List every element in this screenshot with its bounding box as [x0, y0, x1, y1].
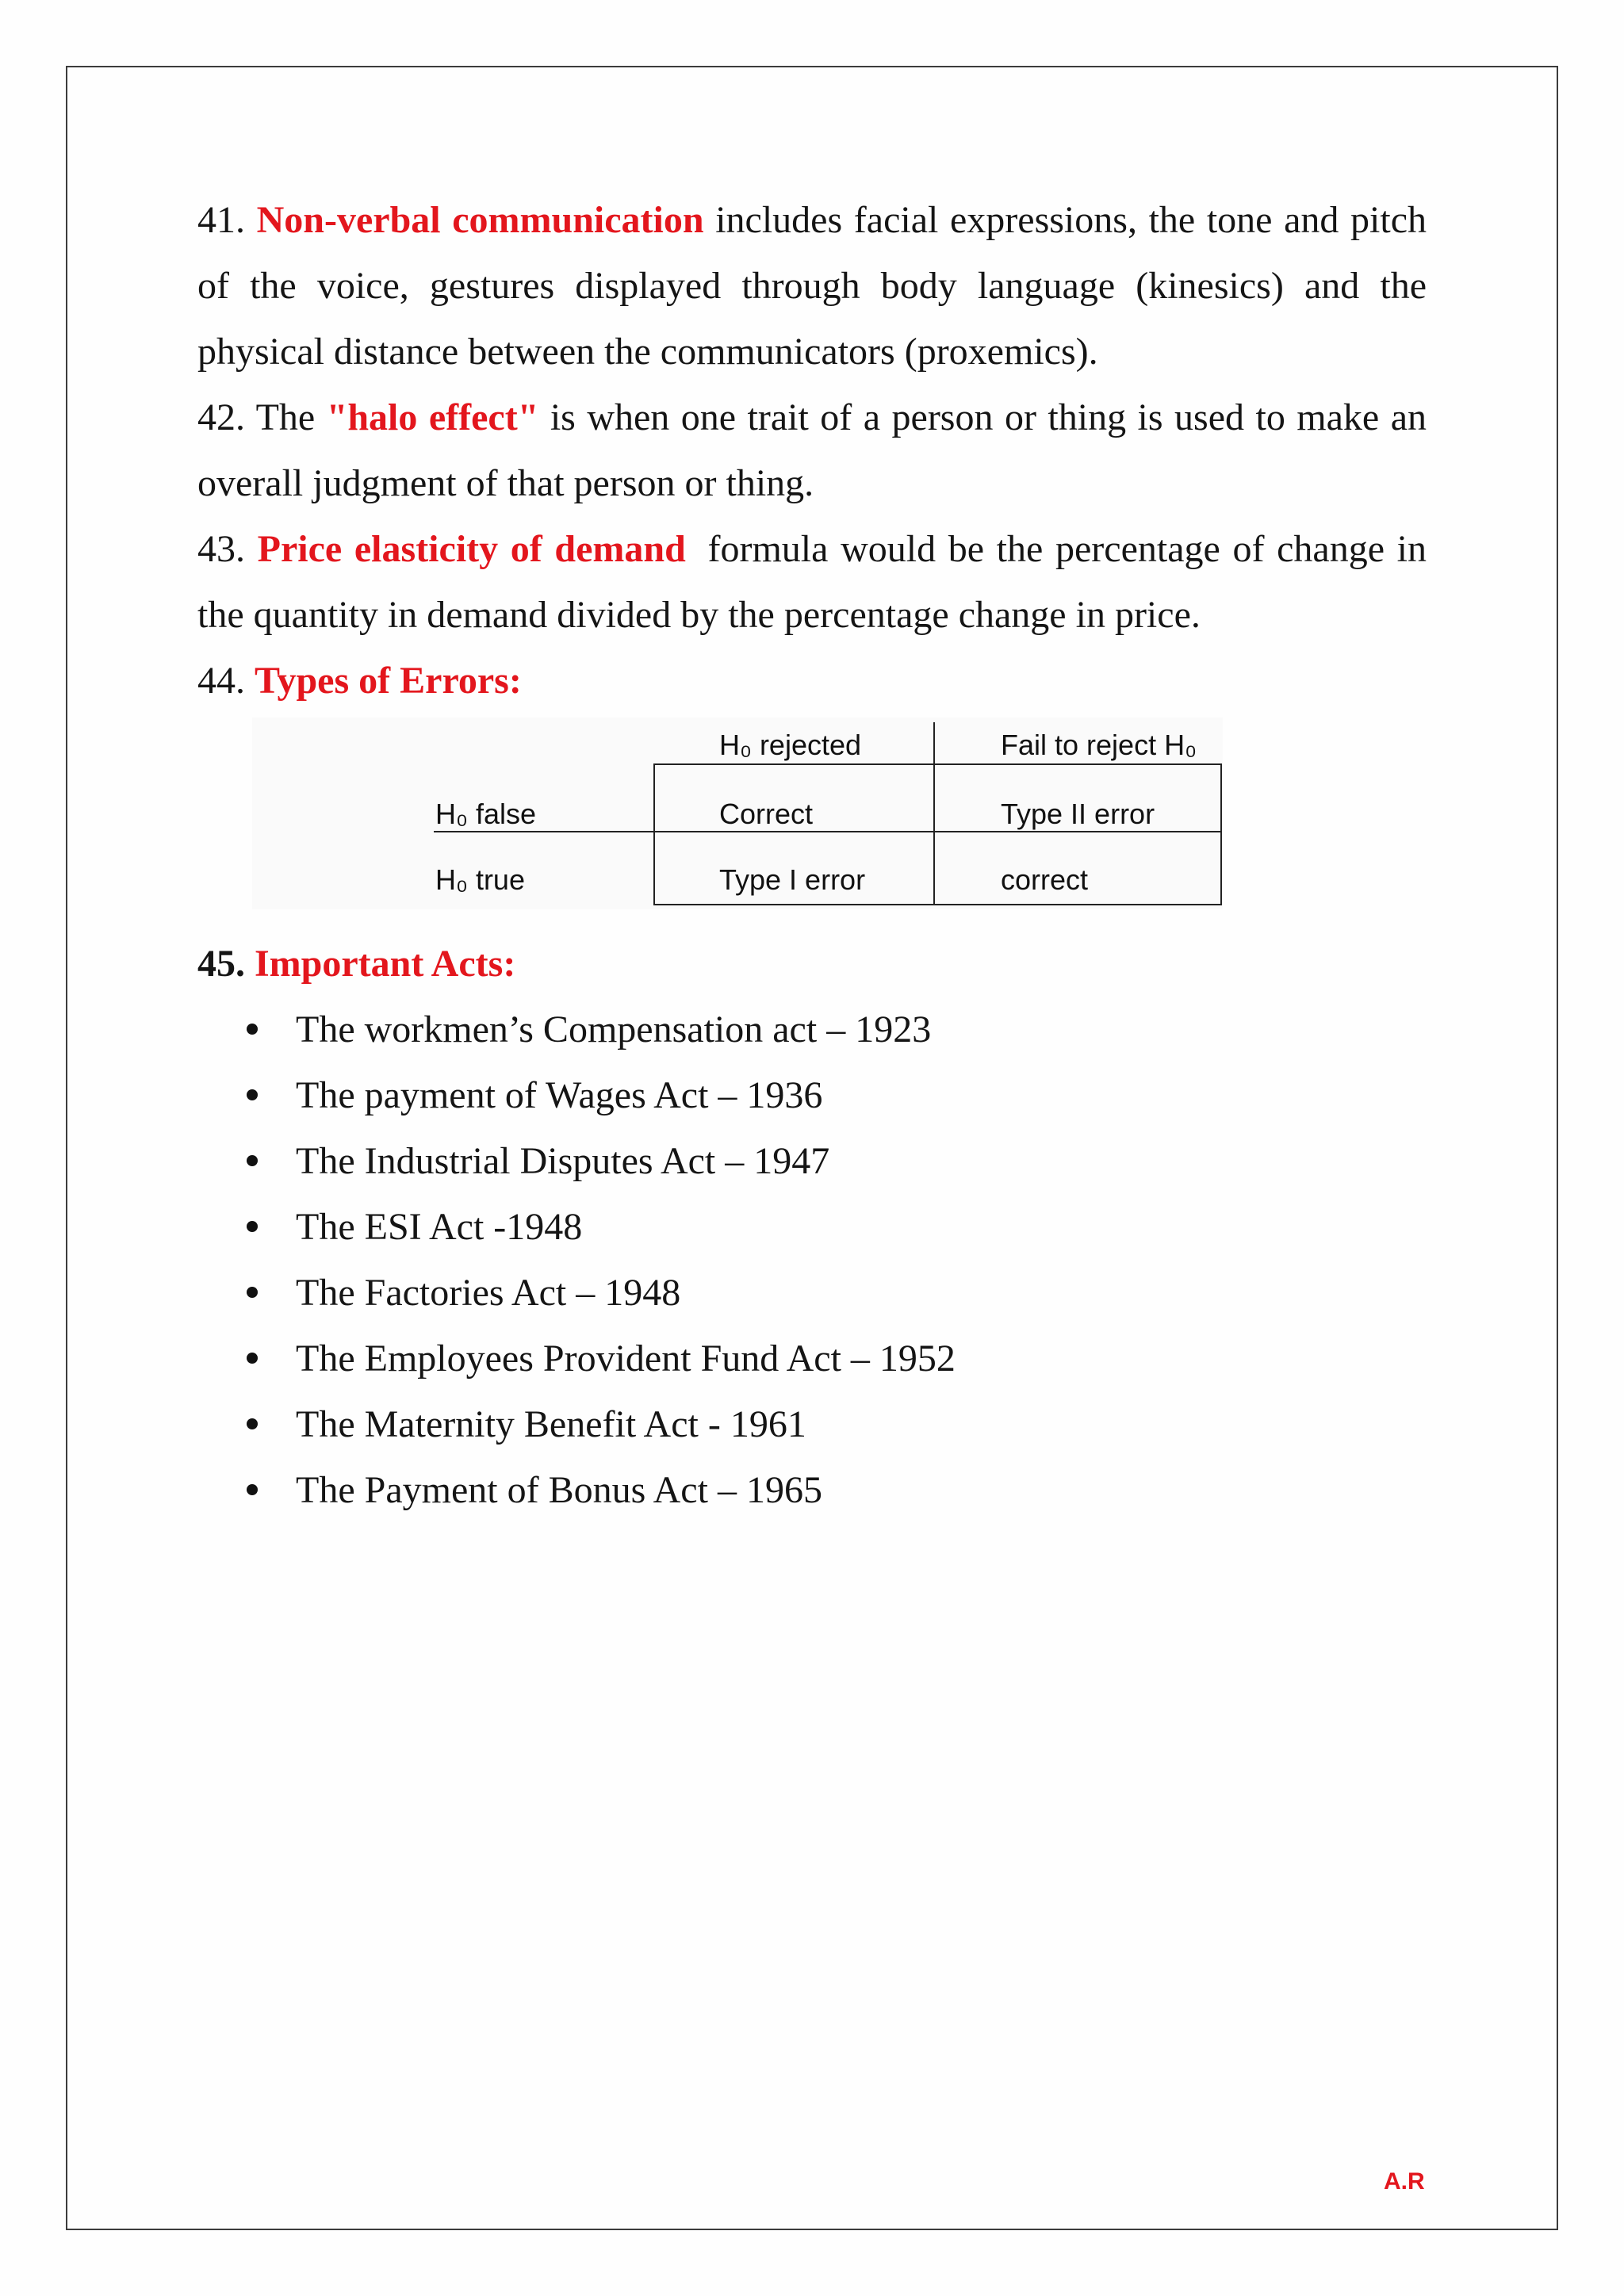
act-text: The Maternity Benefit Act - 1961: [296, 1403, 806, 1445]
act-text: The Payment of Bonus Act – 1965: [296, 1469, 822, 1511]
note-term: "halo effect": [326, 396, 539, 438]
note-number: 42.: [197, 396, 245, 438]
bullet-icon: [247, 1089, 258, 1100]
note-term: Price elasticity of demand: [257, 528, 686, 570]
note-text: includes facial expressions, the tone and pitch of the voice, gestures displayed through body language (kinesics) and the physical distance between the communicators (proxemics).: [197, 199, 1427, 373]
table-cell: Correct: [719, 798, 814, 830]
note-text: is when one trait of a person or thing is used to make an overall judgment of that person or thing.: [197, 396, 1427, 504]
bullet-icon: [247, 1155, 258, 1166]
table-cell: Type I error: [719, 863, 866, 896]
bullet-icon: [247, 1484, 258, 1495]
act-text: The Factories Act – 1948: [296, 1272, 681, 1314]
note-43: [197, 516, 1427, 648]
act-item: [197, 1391, 1427, 1457]
act-text: The Industrial Disputes Act – 1947: [296, 1140, 830, 1182]
author-initials: A.R: [1384, 2168, 1425, 2195]
note-41: [197, 187, 1427, 385]
act-item: [197, 1128, 1427, 1194]
note-text: formula would be the percentage of change in the quantity in demand divided by the percentage change in price.: [197, 528, 1427, 636]
act-item: [197, 1062, 1427, 1128]
notes-section: [197, 187, 1427, 714]
note-lead: The: [255, 396, 316, 438]
column-header-h0-rejected: H₀ rejected: [719, 729, 862, 761]
row-label-h0-false: H₀ false: [435, 798, 536, 830]
act-item: [197, 1457, 1427, 1523]
acts-heading: [197, 931, 1427, 997]
types-of-errors-table: [252, 718, 1223, 909]
bullet-icon: [247, 1353, 258, 1364]
table-row-divider: [434, 831, 1220, 832]
act-item: [197, 1260, 1427, 1326]
note-number: 41.: [197, 199, 245, 241]
acts-list: [197, 997, 1427, 1523]
note-term: Types of Errors:: [255, 660, 522, 702]
bullet-icon: [247, 1418, 258, 1429]
act-item: [197, 1194, 1427, 1260]
act-item: [197, 997, 1427, 1062]
note-term: Non-verbal communication: [256, 199, 704, 241]
act-item: [197, 1326, 1427, 1391]
note-number: 43.: [197, 528, 245, 570]
important-acts-section: [197, 931, 1427, 1523]
act-text: The payment of Wages Act – 1936: [296, 1074, 823, 1116]
bullet-icon: [247, 1287, 258, 1298]
note-number: 44.: [197, 660, 245, 702]
column-header-fail-to-reject: Fail to reject H₀: [1001, 729, 1197, 761]
note-44: [197, 648, 1427, 714]
bullet-icon: [247, 1221, 258, 1232]
act-text: The ESI Act -1948: [296, 1206, 583, 1248]
table-cell: Type II error: [1001, 798, 1155, 830]
table-cell: correct: [1001, 863, 1089, 896]
row-label-h0-true: H₀ true: [435, 863, 525, 896]
act-text: The workmen’s Compensation act – 1923: [296, 1008, 932, 1050]
bullet-icon: [247, 1024, 258, 1035]
acts-number: 45.: [197, 943, 245, 985]
acts-title: Important Acts:: [255, 943, 516, 985]
act-text: The Employees Provident Fund Act – 1952: [296, 1337, 956, 1380]
note-42: [197, 385, 1427, 516]
